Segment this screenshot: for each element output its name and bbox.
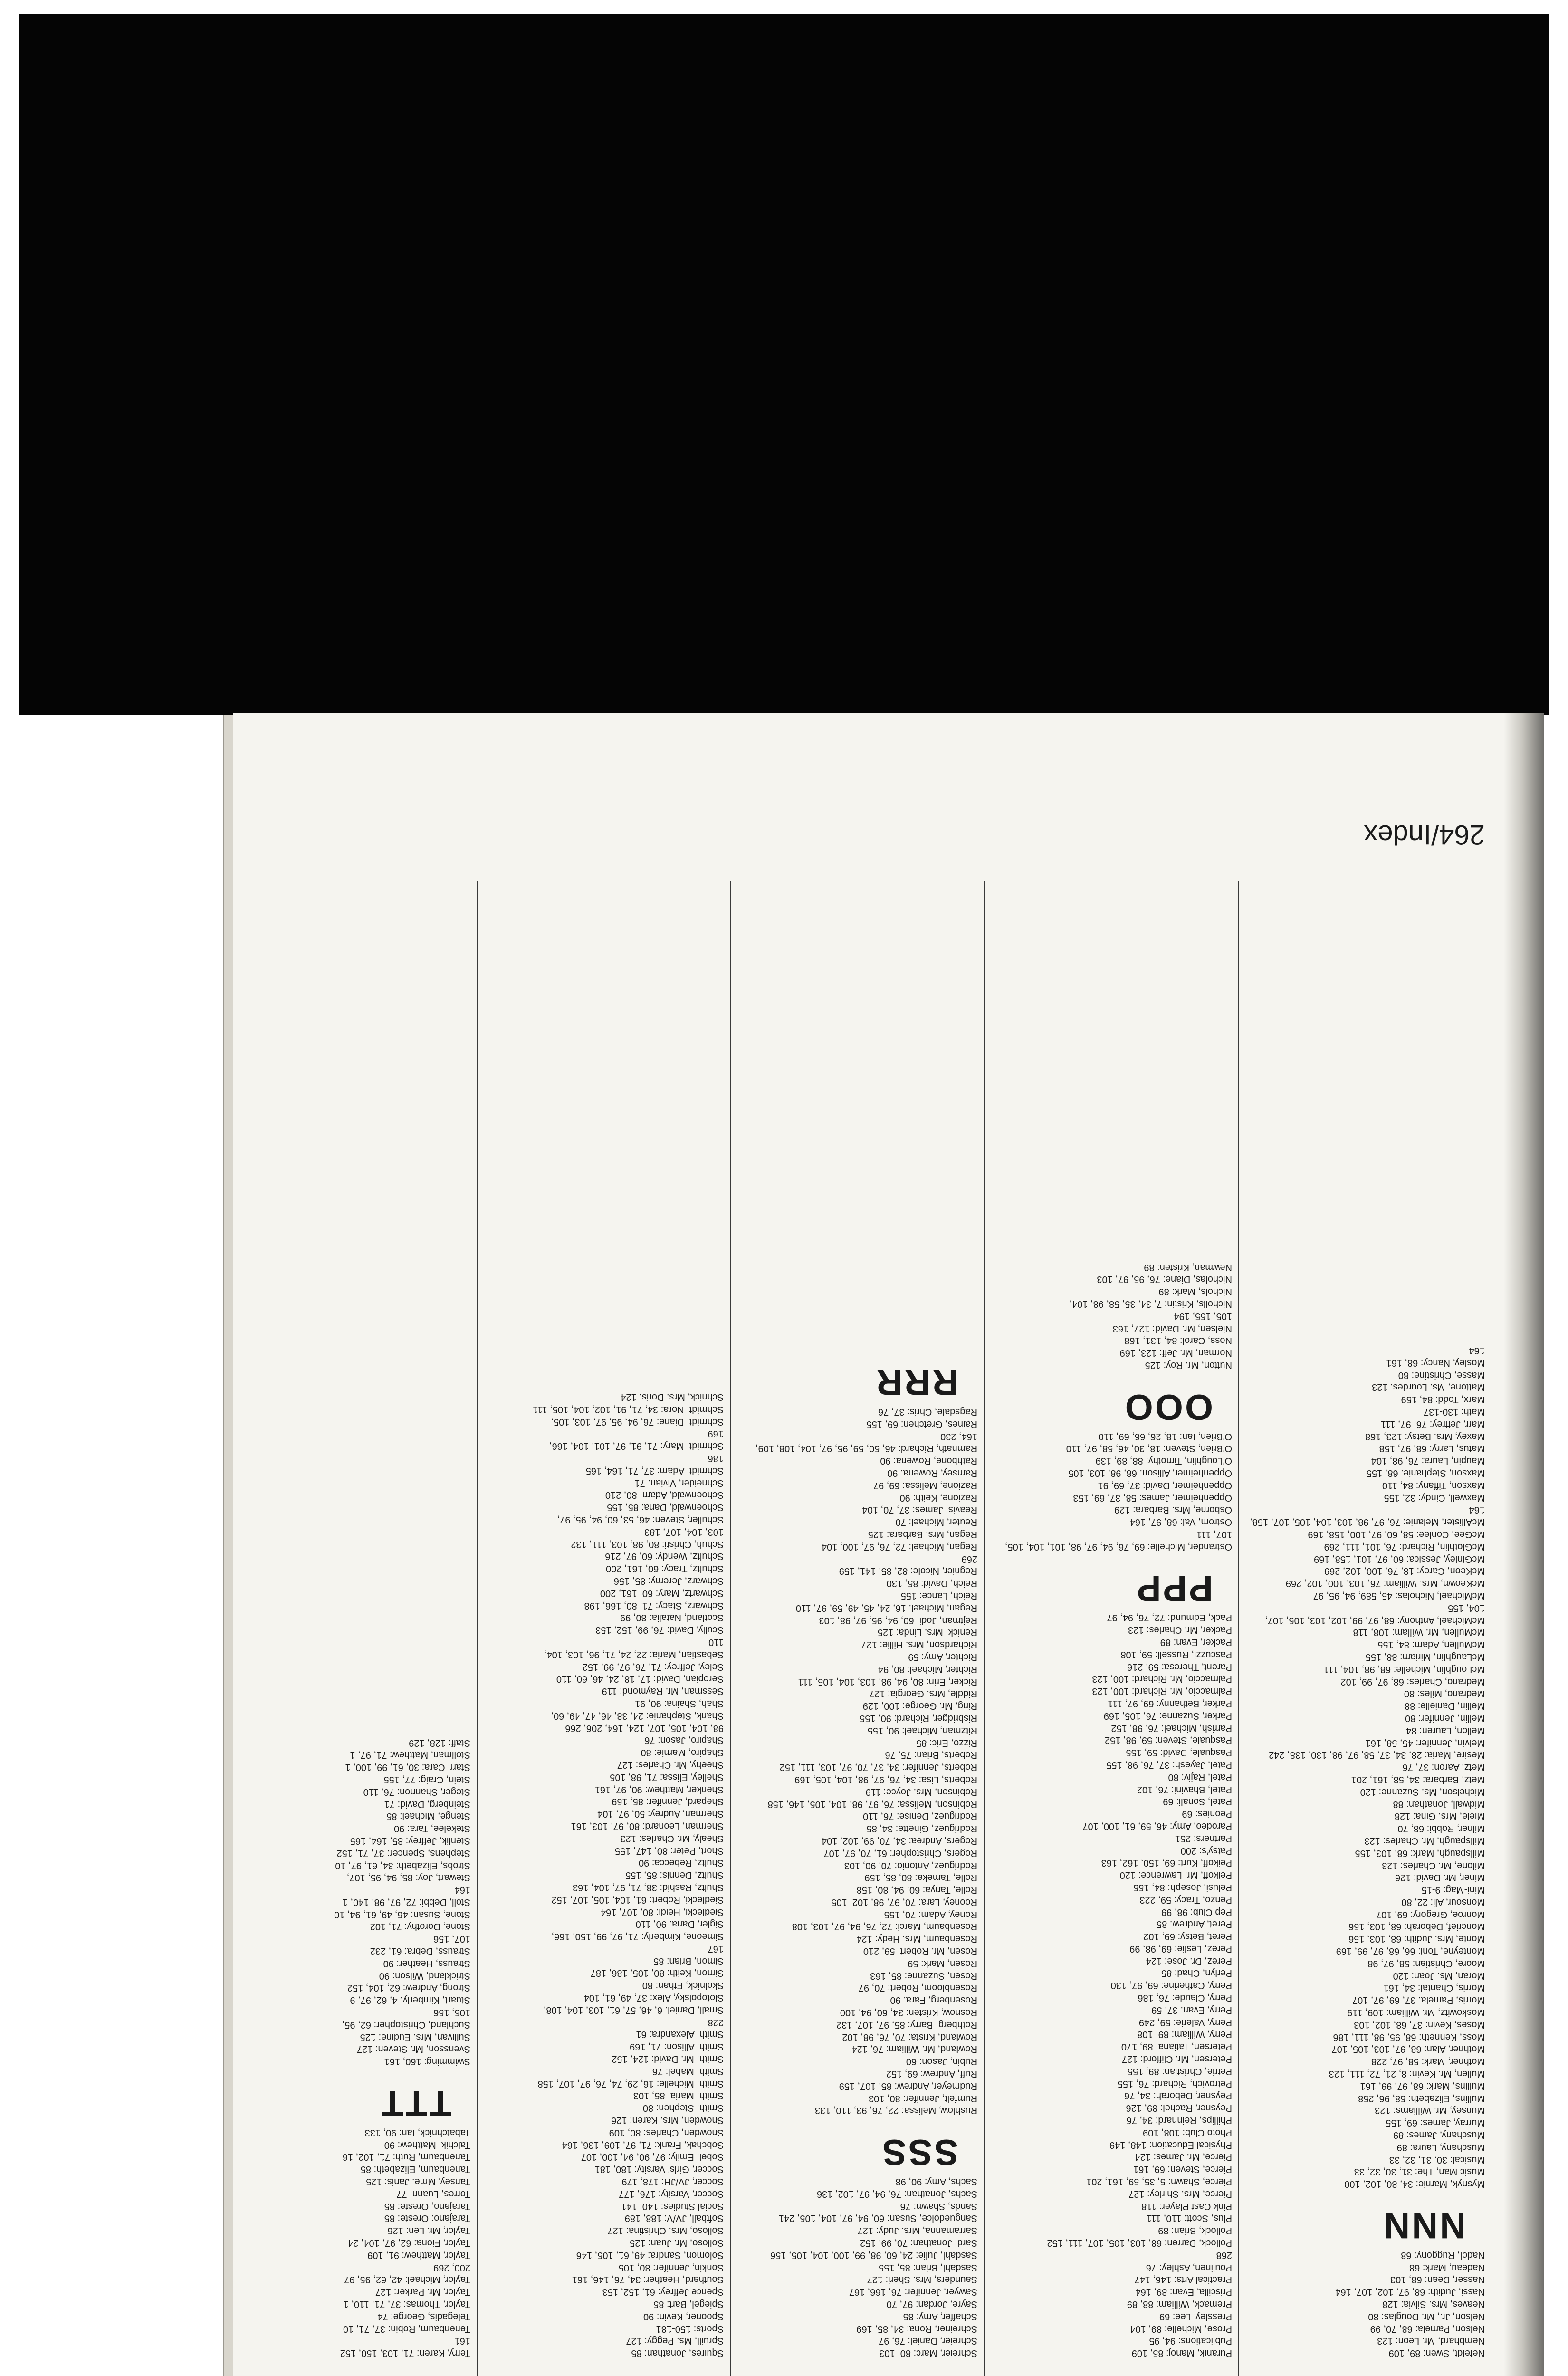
- index-entries: Mysnyk, Marnie: 34, 80, 102, 100 Music Man, The: 31, 30, 32, 33 Musical: 30, 31, 32, 33 Muschany, Laura: 89 Muschany, James: 89 Murray, James: 69, 155 Munsey, Mr. Williams: 123 Mullins, Elizabeth: 58, 96, 258 Mullins, Mark: 68, 97, 99, 161 Mullen, Mr. Kevin: 8, 21, 72, 111, 123 Mothner, Mark: 58, 97, 228 Mothner, Alan: 68, 97, 103, 105, 107 Moss, Kenneth: 68, 95, 98, 111, 186 Moses, Kevin: 37, 68, 102, 103 Moskowitz, Mr. William: 109, 119 Morris, Pamela: 37, 69, 97, 107 Morris, Chantal: 34, 161 Moran, Ms. Joan: 120 Moore, Christian: 58, 97, 98 Monteyne, Toni: 66, 68, 97, 99, 169 Monte, Mrs. Judith: 68, 103, 156 Moncrief, Deborah: 68, 103, 156 Monroe, Gregory: 69, 107 Monsour, Ali: 22, 80 Mini-Mag: 9-15 Miner, Mr. David: 126 Milone, Mr. Charles: 123 Millspaugh, Mark: 68, 103, 155 Millspaugh, Mr. Charles: 123 Milner, Robbi: 68, 70 Miele, Mrs. Gina: 128 Midwall, Jonathan: 88 Michelson, Ms. Suzanne: 120 Metz, Barbara: 34, 58, 161, 201 Metz, Aaron: 37, 76 Mesire, Maria: 28, 34, 37, 58, 97, 98, 130, 138, 242 Melvin, Jennifer: 45, 58, 161 Mellon, Lauren: 84 Mellin, Jennifer: 80 Mellin, Danielle: 88 Medrano, Miles: 80 Medrano, Charles: 68, 97, 99, 102 McLoughlin, Michelle: 68, 98, 104, 111 McLaughlin, Miriam: 88, 155 McMullen, Adam: 84, 155 McMullen, Mr. Willam: 108, 118 McMichael, Anthony: 68, 97, 99, 102, 103, 105, 107, 104, 155 McMichael, Nicholas: 45, 589, 94, 95, 97 McKeown, Mrs. William: 76, 103, 100, 102, 269 McKeon, Carey: 18, 76, 100, 102, 269 McGinley, Jessica: 60, 97, 101, 158, 169 McGlothlin, Richard: 76, 101, 111, 269 McGee, Conlee: 58, 60, 97, 100, 158, 169 McAllister, Melanie: 76, 97, 98, 103, 104, 105, 107, 158, 164 Maxwell, Cindy: 32, 155 Maxson, Tiffany: 84, 110 Maxson, Stephanie: 68, 155 Maupin, Laura: 76, 98, 104 Matus, Larry: 68, 97, 158 Maxey, Mrs. Betsy: 123, 168 Marr, Jeffrey: 76, 97, 111 Math: 130-137 Marx, Todd: 84, 159 Mattone, Ms. Lourdes: 123 Masse, Christine: 80 Mosley, Nancy: 68, 161 164: [1250, 1345, 1485, 2190]
- index-entries: Nutton, Mr. Roy: 125 Norman, Mr. Jeff: 123, 169 Noss, Carol: 84, 131, 168 Nielsen, Mr. David: 127, 163 105, 155, 194 Nicholls, Kristin: 7, 34, 35, 58, 98, 104, Nichols, Mark: 89 Nicholas, Diane: 76, 95, 97, 103 Newman, Kristen: 89: [1069, 1262, 1232, 1371]
- letter-heading-r: RRR: [874, 1362, 958, 1403]
- index-entries: Ostrander, Michelle: 69, 76, 94, 97, 98, 101, 104, 105, 107, 111 Ostrom, Val: 68, 97, 164 Osborne, Mrs. Barbara: 129 Oppenheimer, James: 58, 37, 69, 153 Oppenheimer, David: 37, 69, 91 Oppenheimer, Allison: 68, 98, 103, 105 O'Loughlin, Timothy: 88, 89, 139 O'Brien, Steven: 18, 30, 46, 58, 97, 110 O'Brien, Ian: 18, 26, 66, 69, 110: [1004, 1431, 1232, 1552]
- gutter-shadow: [1504, 713, 1544, 2376]
- column-rule: [477, 881, 478, 2376]
- index-column-4: [488, 889, 724, 2371]
- index-entries: Puranik, Manoj: 85, 109 Publications: 94, 95 Prose, Michelle: 89, 104 Pressley, Lee: 69 Premack, William: 88, 89 Priscilla, Evan: 89, 164 Practical Arts: 146, 147 Poulinen, Ashley: 76 268 Pollock, Darren: 68, 103, 105, 107, 111, 152 Pollock, Brian: 89 Plus, Scott: 110, 111 Pink Cast Player: 118 Pierce, Mrs. Shirley: 127 Pierce, Shawn: 5, 35, 59, 161, 201 Pierce, Steven: 69, 161 Pierce, Mr. James: 124 Physical Education: 148, 149 Photo Club: 108, 109 Phillips, Reinhard: 34, 76 Peysner, Rachel: 89, 126 Peysner, Deborah: 34, 76 Petrovich, Richard: 76, 155 Petrie, Christian: 89, 155 Petersen, Mr. Clifford: 127 Petersen, Tatiana: 89, 170 Perry, William: 89, 108 Perry, Valerie: 59, 249 Perry, Evan: 37, 59 Perry, Claude: 76, 186 Perry, Catherine: 69, 97, 130 Perlyn, Chad: 85 Perez, Dr. Jose: 124 Perez, Leslie: 69, 98, 99 Peret, Betsy: 69, 102 Peret, Andrew: 85 Pep Club: 98, 99 Penzo, Tracy: 59, 223 Pelusi, Joseph: 84, 155 Peikoff, Mr. Lawrence: 120 Peikoff, Kurt: 69, 150, 162, 163 Patsy's: 200 Partners: 251 Parodeo, Amy: 46, 59, 61, 100, 107 Peonies: 69 Patel, Sonali: 69 Patel, Bhavini: 76, 102 Patel, Rajiv: 80 Patel, Jayesh: 37, 76, 98, 155 Pasquale, David: 59, 155 Pasquale, Steven: 59, 98, 152 Parrish, Michael: 76, 98, 152 Parker, Suzanne: 76, 105, 169 Parker, Bethanny: 69, 97, 111 Palmaccio, Mr. Richard: 100, 123 Palmaccio, Mr. Richard: 100, 123 Parent, Theresa: 59, 216 Pascuzzi, Russell: 59, 108 Packer, Evan: 89 Packer, Mr. Charles: 123 Pack, Edmund: 72, 76, 94, 97: [1047, 1612, 1232, 2359]
- index-entries: Nefeldt, Swen: 89, 109 Nembhard, Mr. Leon: 123 Nelson, Pamela: 68, 70, 99 Nelson, Jr., Mr. Douglas: 80 Neaves, Mrs. Silvia: 128 Nassi, Judith: 68, 97, 102, 107, 164 Nasser, Dean: 68, 103 Nadeau, Mark: 68 Nadol, Ruggony: 68: [1335, 2250, 1485, 2359]
- column-rule: [730, 881, 731, 2376]
- column-rule: [984, 881, 985, 2376]
- index-page-content: [240, 729, 1494, 2376]
- scanner-lid-shadow: [19, 14, 1549, 715]
- index-entries: Swimming: 160, 161 Svensson, Mr. Steven: 127 Sullivan, Mrs. Eudine: 125 Suchland, Christopher: 62, 95, 105, 156 Stuart, Kimberly: 4, 62, 97, 9 Strong, Andrew: 62, 104, 152 Strickland, Wilson: 90 Strauss, Heather: 90 Strauss, Debra: 61, 232 107, 156 Stone, Dorothy: 71, 102 Stone, Susan: 46, 49, 61, 94, 10 Stoll, Debbi: 72, 97, 98, 140, 1 164 Stewart, Joy: 85, 94, 95, 107, Strobs, Elizabeth: 34, 61, 97, 10 Stephens, Spencer: 37, 71, 152 Stenlik, Jeffrey: 85, 164, 165 Stekelee, Tara: 90 Stenge, Michael: 85 Steinberg, David: 71 Steger, Shannon: 76, 110 Stein, Craig: 77, 155 Starr, Cara: 30, 61, 99, 100, 1 Stollman, Matthew: 71, 97, 1 Staff: 128, 129: [334, 1737, 470, 2067]
- index-column-1: [1250, 889, 1485, 2371]
- letter-heading-t: TTT: [379, 2083, 451, 2124]
- letter-heading-o: OOO: [1123, 1386, 1213, 1427]
- page-folio: 264/Index: [1364, 819, 1485, 850]
- index-entries: Terry, Karen: 71, 103, 150, 152 161 Tenenbaum, Robin: 37, 71, 10 Telegadis, George: 74 Taylor, Thomas: 37, 71, 110, 1 Taylor, Mr. Parker: 127 Taylor, Michael: 42, 62, 95, 97 200, 269 Taylor, Matthew: 91, 109 Taylor, Fiona: 62, 97, 104, 24 Taylor, Mr. Len: 126 Tarajano: Oreste: 85 Tarajano, Oreste: 85 Torres, Luann: 77 Tansey, Mme. Janis: 125 Tanenbaum, Elizabeth: 85 Tanenbaum, Ruth: 71, 102, 16 Talchik, Matthew: 90 Tabatchnick, Ian: 90, 133: [340, 2127, 470, 2359]
- letter-heading-s: SSS: [880, 2132, 958, 2173]
- index-column-2: [997, 889, 1232, 2371]
- letter-heading-n: NNN: [1382, 2205, 1466, 2246]
- index-entries: Rushlow, Melissa: 22, 76, 93, 110, 133 Rumfelt, Jennifer: 80, 103 Rudmeyer, Andrew: 85, 107, 159 Ruff, Andrew: 69, 152 Rubin, Jason: 60 Rowland, Mr. William: 76, 124 Rowland, Krista: 70, 76, 98, 102 Rothberg, Barry: 85, 97, 107, 132 Rosnow, Kristen: 34, 60, 94, 100 Rosenberg, Fara: 90 Rosenbloom, Robert: 70, 97 Rosen, Suzanne: 85, 163 Rosen, Mark: 59 Rosen, Mr. Robert: 59, 210 Rosenbaum, Mrs. Hedy: 124 Rosenbaum, Marci: 72, 76, 94, 97, 103, 108 Roney, Adam: 70, 155 Rooney, Lara: 70, 97, 98, 102, 105 Rolle, Tanya: 60, 94, 80, 158 Rolle, Tameka: 80, 85, 159 Rodriguez, Antonio: 70, 90, 103 Rogers, Christopher: 61, 70, 97, 107 Rogers, Andrea: 34, 70, 99, 102, 104 Rodriguez, Ginette: 34, 85 Rodriguez, Denise: 76, 110 Robinson, Melissa: 76, 97, 98, 104, 105, 146, 158 Robinson, Mrs. Joyce: 119 Roberts, Lisa: 34, 76, 97, 98, 104, 105, 169 Roberts, Jennifer: 34, 37, 70, 97, 103, 111, 152 Roberts, Brian: 75, 76 Rizzo, Eric: 85 Ritzman, Michael: 90, 155 Risbridger, Richard: 90, 155 Ring, Mr. George: 100, 129 Riddle, Mrs. Georgia: 127 Ricker, Erin: 80, 94, 98, 103, 104, 105, 111 Richter, Michael: 80, 94 Richter, Amy: 59 Richardson, Mrs. Hillie: 127 Renick, Mrs. Linda: 125 Rejtman, Jodi: 60, 94, 95, 97, 98, 103 Regan, Michael: 16, 24, 45, 49, 59, 97, 110 Reich, Lance: 155 Reich, David: 85, 130 Regnier, Nicole: 82, 85, 141, 159 269 Regan, Michael: 72, 76, 97, 100, 104 Regan, Mrs. Barbara: 125 Reuter, Michael: 70 Reavis, James: 37, 70, 104 Razione, Keith: 90 Razione, Melissa: 69, 97 Ramsey, Rowena: 90 Rathbone, Rowena: 90 Ramnath, Richard: 46, 50, 59, 95, 97, 104, 108, 109, 164, 230 Raines, Gretchen: 69, 155 Ragsdale, Chris: 37, 76: [755, 1407, 977, 2116]
- index-column-5: [242, 889, 470, 2371]
- index-column-3: [742, 889, 977, 2371]
- letter-heading-p: PPP: [1135, 1568, 1213, 1609]
- column-rule: [1238, 881, 1239, 2376]
- index-entries: Squires, Jonathan: 85 Spruill, Ms. Peggy: 127 Sports: 150-181 Spooner, Kevin: 90 Spiegel, Bart: 85 Spence Jeffrey: 61, 152, 153 Southard, Heather: 34, 76, 146, 161 Sonkin, Jennifer: 80, 105 Solomon, Sandra: 49, 61, 105, 146 Solloso, Mr. Juan: 125 Solloso, Mrs. Christina: 127 Softball, JV/V: 188, 189 Social Studies: 140, 141 Soccer, Varsity: 176, 177 Soccer, JV/JH: 178, 179 Soccer, Girls' Varsity: 180, 181 Sobel, Emily: 97, 90, 94, 100, 107 Sobchak, Frank: 71, 97, 109, 136, 164 Snowden, Charles: 80, 109 Snowden, Mrs. Karen: 126 Smith, Stephen: 80 Smith, Maria: 85, 103 Smith, Michelle: 16, 29, 74, 76, 97, 107, 158 Smith, Mabel: 76 Smith, Mr. David: 124, 152 Smith, Allison: 71, 169 Smith, Alexandra: 61 228 Small, Daniel: 6, 46, 57, 61, 103, 104, 108, Slotopolsky, Alex: 37, 49, 61, 104 Skolnick, Ethan: 80 Simon, Keith: 80, 105, 186, 187 Simon, Brian: 85 167 Simeone, Kimberly: 71, 97, 99, 150, 166, Sigler, Dana: 90, 110 Siedlecki, Heidi: 80, 107, 164 Siedlecki, Robert: 61, 104, 105, 107, 152 Shultz, Rashid: 38, 71, 97, 104, 163 Shultz, Dennis: 85, 155 Shultz, Rebecca: 90 Short, Peter: 80, 147, 155 Shealy, Mr. Charles: 123 Sherman, Leonard: 80, 97, 103, 161 Sherman, Audrey: 50, 97, 104 Shepard, Jennifer: 85, 159 Shenker, Matthew: 90, 97, 161 Shelley, Elissa: 71, 98, 105 Sheehy, Mr. Charles: 127 Shapiro, Marnie: 80 Shapiro, Jason: 76 98, 104, 105, 107, 124, 164, 206, 266 Shank, Stephanie: 24, 38, 46, 47, 49, 60, Shah, Shaina: 90, 91 Sessman, Mr. Raymond: 119 Seropian, David: 17, 18, 24, 46, 60, 110 Seley, Jeffrey: 71, 76, 97, 99, 152 Sebastian, Maria: 22, 24, 71, 96, 103, 104, 110 Scully, David: 76, 99, 152, 153 Scotland, Natalia: 80, 99 Schwarz, Stacy: 71, 80, 166, 198 Schwartz, Mary: 60, 161, 200 Schwarz, Jeremy: 85, 156 Schultz, Tracy: 60, 161, 200 Schultz, Wendy: 60, 97, 216 Schuh, Christi: 80, 98, 103, 111, 132 103, 104, 107, 183 Schuller, Steven: 46, 53, 60, 94, 95, 97, Schoenwald, Dana: 85, 155 Schoenwald, Adam: 80, 210 Schneider, Vivian: 71 Schmidt, Adam: 37, 71, 164, 165 186 Schmidt, Mary: 71, 91, 97, 101, 104, 166, 169 Schmidt, Diane: 76, 94, 95, 97, 103, 105, Schmidt, Nora: 34, 71, 91, 102, 104, 105, 111 Schnick, Mrs. Doris: 124: [533, 1392, 724, 2359]
- book-spine-edge: [223, 715, 233, 2376]
- index-entries: Schreier, Marc: 80, 103 Schreier, Daniel: 76, 97 Schreiner, Rona: 34, 85, 169 Schaffer, Amy: 85 Sayre, Jordan: 97, 70 Sawyer, Jennifer: 76, 166, 167 Saunders, Mrs. Sheri: 127 Sasdahl, Brian: 85, 155 Sasdahl, Julie: 24, 60, 98, 99, 100, 104, 105, 156 Sard, Jonathan: 70, 99, 152 Sarramanna, Mrs. Judy: 127 Sanguedolce, Susan: 60, 94, 97, 104, 105, 241 Sands, Shawn: 76 Sachs, Jonathan: 76, 94, 97, 102, 136 Sachs, Amy: 90, 98: [770, 2176, 977, 2359]
